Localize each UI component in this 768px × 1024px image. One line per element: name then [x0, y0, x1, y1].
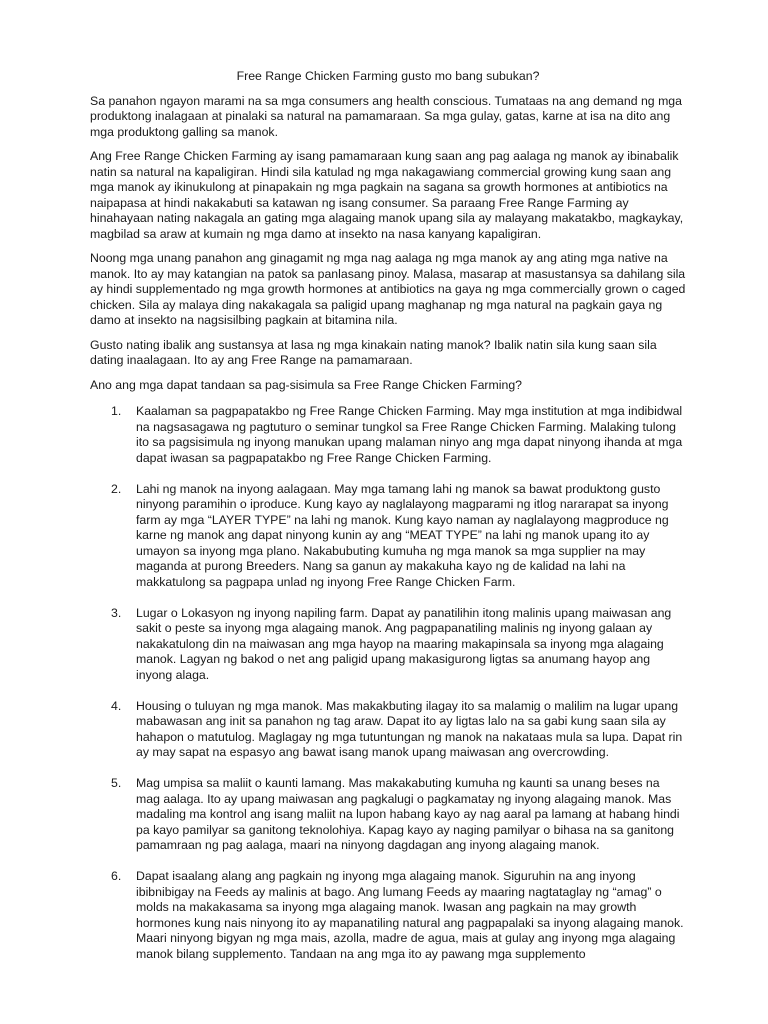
paragraph: Gusto nating ibalik ang sustansya at lasa ng mga kinakain nating manok? Ibalik natin sila kung saan sila dating inaalagaan. Ito ay ang Free Range na pamamaraan. [90, 337, 657, 367]
paragraph: Ang Free Range Chicken Farming ay isang pamamaraan kung saan ang pag aalaga ng manok ay ibinabalik natin sa natural na kapaligiran. Hindi sila katulad ng mga nakagawiang commercial growing kung saan ang mga manok ay ikinukulong at pinapakain ng mga pagkain na sagana sa growth hormones at antibiotics na naipapasa at hindi nakakabuti sa katawan ng isang consumer. Sa paraang Free Range Farming ay hinahayaan nating nakagala an gating mga alagaing manok upang sila ay malayang makatakbo, magkaykay, magbilad sa araw at kumain ng mga damo at insekto na nasa kanyang kapaligiran. [90, 149, 684, 241]
list-number: 5. [111, 776, 122, 790]
section-question: Ano ang mga dapat tandaan sa pag-sisimula sa Free Range Chicken Farming? [90, 377, 523, 392]
paragraph: Noong mga unang panahon ang ginagamit ng mga nag aalaga ng mga manok ay ang ating mga native na manok. Ito ay may katangian na patok sa panlasang pinoy. Malasa, masarap at masustansya sa dahilang sila ay hindi supplementado ng mga growth hormones at antibiotics na gaya ng mga commercially grown o caged chicken. Sila ay malaya ding nakakagala sa paligid upang maghanap ng mga natural na pagkain gaya ng damo at insekto na nagsisilbing pagkain at bitamina nila. [90, 251, 686, 327]
list-item [90, 869, 686, 962]
list-item-text: Dapat isaalang alang ang pagkain ng inyong mga alagaing manok. Siguruhin na ang inyong ibibnibigay na Feeds ay malinis at bago. Ang lumang Feeds ay maaring nagtataglay ng “amag” o molds na makakasama sa inyong mga alagaing manok. Iwasan ang pagkain na may growth hormones kung nais ninyong ito ay mapanatiling natural ang pagpapalaki sa inyong alagaing manok. Maari ninyong bigyan ng mga mais, azolla, madre de agua, mais at gulay ang inyong mga alagaing manok bilang supplemento. Tandaan na ang mga ito ay pawang mga supplemento [136, 869, 684, 961]
list-item [90, 404, 686, 466]
list-item [90, 482, 686, 591]
list-item-text: Lahi ng manok na inyong aalagaan. May mga tamang lahi ng manok sa bawat produktong gusto ninyong paramihin o iproduce. Kung kayo ay naglalayong magparami ng itlog nararapat sa inyong farm ay mga “LAYER TYPE” na lahi ng manok. Kung kayo naman ay naglalayong magproduce ng karne ng manok ang dapat ninyong kunin ay ang “MEAT TYPE” na lahi ng manok upang ito ay umayon sa inyong mga plano. Nakabubuting kumuha ng mga manok sa mga supplier na may maganda at purong Breeders. Nang sa ganun ay makakuha kayo ng de kalidad na lahi na makkatulong sa pagpapa unlad ng inyong Free Range Chicken Farm. [136, 481, 669, 589]
list-item [90, 606, 686, 684]
list-number: 6. [111, 869, 122, 883]
list-number: 4. [111, 698, 122, 713]
list-item-text: Lugar o Lokasyon ng inyong napiling farm. Dapat ay panatilihin itong malinis upang maiwasan ang sakit o peste sa inyong mga alagaing manok. Ang pagpapanatiling malinis ng inyong galaan ay nakakatulong din na maiwasan ang mga hayop na maaring makapinsala sa inyong mga alagaing manok. Lagyan ng bakod o net ang paligid upang makasigurong ligtas sa anumang hayop ang inyong alaga. [136, 605, 672, 682]
list-number: 1. [111, 404, 122, 418]
paragraph: Sa panahon ngayon marami na sa mga consumers ang health conscious. Tumataas na ang demand ng mga produktong inalagaan at pinalaki sa natural na pamamaraan. Sa mga gulay, gatas, karne at isa na dito ang mga produktong galling sa manok. [90, 93, 682, 139]
list-number: 2. [111, 481, 122, 496]
list-item-text: Housing o tuluyan ng mga manok. Mas makakbuting ilagay ito sa malamig o malilim na lugar upang mabawasan ang init sa panahon ng tag araw. Dapat ito ay ligtas lalo na sa gabi kung saan sila ay hahapon o matutulog. Maglagay ng mga tutuntungan ng manok na nakataas mula sa lupa. Dapat rin ay may sapat na espasyo ang bawat isang manok upang maiwasan ang overcrowding. [136, 698, 683, 759]
list-item [90, 699, 686, 761]
list-item [90, 776, 686, 854]
list-item-text: Mag umpisa sa maliit o kaunti lamang. Mas makakabuting kumuha ng kaunti sa unang beses na mag aalaga. Ito ay upang maiwasan ang pagkalugi o pagkamatay ng inyong alagaing manok. Mas madaling ma kontrol ang isang maliit na lupon habang kayo ay nag aaral pa lamang at habang hindi pa kayo pamilyar sa ganitong teknolohiya. Kapag kayo ay naging pamilyar o bihasa na sa ganitong pamamraan ng pag aalaga, maari na ninyong dagdagan ang inyong alagaing manok. [136, 776, 680, 852]
document-title: Free Range Chicken Farming gusto mo bang subukan? [236, 69, 540, 83]
list-number: 3. [111, 605, 122, 620]
numbered-list [90, 404, 686, 962]
document-page [90, 69, 686, 978]
list-item-text: Kaalaman sa pagpapatakbo ng Free Range Chicken Farming. May mga institution at mga indibidwal na nagsasagawa ng pagtuturo o seminar tungkol sa Free Range Chicken Farming. Malaking tulong ito sa pagsisimula ng inyong manukan upang malaman ninyo ang mga dapat ninyong ihanda at mga dapat iwasan sa pagpapatakbo ng Free Range Chicken Farming. [136, 404, 683, 465]
